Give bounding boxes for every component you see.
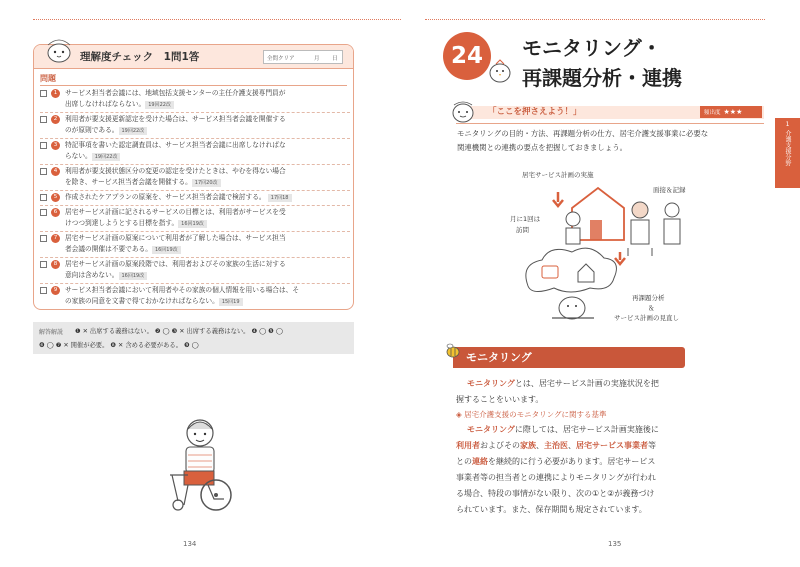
answer-box [33, 322, 354, 354]
exam-year-badge: 19回22改 [92, 153, 121, 161]
quiz-question [40, 166, 350, 188]
frequency-label: 頻出度 [704, 110, 721, 116]
questions-divider [40, 85, 347, 86]
chapter-label: 介護支援分野 [784, 130, 791, 166]
check-box[interactable] [40, 142, 47, 149]
exam-year-badge: 15回19 [219, 298, 243, 306]
clear-date-box [263, 50, 343, 64]
keyword: モニタリング [467, 379, 515, 388]
quiz-question [40, 259, 350, 281]
question-number: 4 [51, 167, 60, 176]
section-number-badge: 24 [443, 32, 491, 80]
body-text: を継続的に行う必要があります。居宅サービス [488, 457, 656, 466]
question-divider [40, 190, 350, 191]
subsection-heading: モニタリング [466, 351, 532, 364]
point-divider [456, 123, 764, 124]
body-line [456, 456, 766, 468]
quiz-question [40, 140, 350, 162]
wheelchair-person-illustration [158, 415, 248, 515]
chapter-number: 1 [785, 121, 790, 128]
check-box[interactable] [40, 235, 47, 242]
intro-text [457, 127, 767, 154]
question-number: 3 [51, 141, 60, 150]
keyword: 主治医 [544, 441, 568, 450]
question-number: 1 [51, 89, 60, 98]
question-divider [40, 164, 350, 165]
body-line: る場合、特段の事情がない限り、次の①と②が義務づけ [456, 489, 655, 498]
keyword: モニタリング [467, 425, 515, 434]
exam-year-badge: 16回19改 [178, 220, 207, 228]
question-divider [40, 283, 350, 284]
body-line [467, 424, 777, 436]
check-box[interactable] [40, 116, 47, 123]
body-line: 握することをいいます。 [456, 395, 544, 404]
question-text: らない。 [65, 152, 92, 160]
quiz-title: 理解度チェック 1問1答 [80, 51, 200, 63]
page-number-right: 135 [608, 540, 622, 548]
top-rule-left [33, 19, 401, 20]
keyword: 連絡 [472, 457, 488, 466]
illustration-label-visit: 月に1回は [510, 215, 541, 223]
body-text: に際しては、居宅サービス計画実施後に [514, 425, 659, 434]
illustration-label-interview: 面接＆記録 [653, 186, 686, 194]
quiz-question [40, 192, 350, 203]
body-line [456, 440, 766, 452]
frequency-stars: ★★★ [723, 108, 743, 116]
question-text: 作成されたケアプランの原案を、サービス担当者会議で検討する。 [65, 193, 266, 201]
quiz-question [40, 233, 350, 255]
question-number: 5 [51, 193, 60, 202]
illustration-label-visit: 訪問 [516, 226, 529, 234]
answer-line: ❻ ◯ ❼ ✕ 開催が必要。 ❽ ✕ 含める必要がある。 ❾ ◯ [39, 342, 199, 349]
section-title: モニタリング・ [522, 36, 662, 60]
question-text: の家族の同意を文書で得ておかなければならない。 [65, 297, 219, 305]
question-text: 居宅サービス計画の原案について利用者が了解した場合は、サービス担当 [65, 234, 286, 242]
questions-label: 問題 [40, 74, 56, 83]
body-text: およびその [480, 441, 520, 450]
check-box[interactable] [40, 168, 47, 175]
clear-month: 月 [314, 56, 320, 62]
page-number-left: 134 [183, 540, 197, 548]
question-divider [40, 138, 350, 139]
quiz-question [40, 114, 350, 136]
question-text: のが原則である。 [65, 126, 119, 134]
check-mascot-icon [42, 33, 76, 65]
body-text: 等 [648, 441, 656, 450]
body-text: 、 [536, 441, 544, 450]
answer-line: ❶ ✕ 出席する義務はない。 ❷ ◯ ❸ ✕ 出席する義務はない。 ❹ ◯ ❺ ◯ [75, 328, 283, 335]
exam-year-badge: 19回22改 [145, 101, 174, 109]
top-rule-right [425, 19, 765, 20]
illustration-label-and: ＆ [648, 304, 655, 312]
illustration-label-reanalysis: 再課題分析 [632, 294, 665, 302]
check-box[interactable] [40, 90, 47, 97]
point-mascot-icon [448, 96, 478, 124]
question-divider [40, 231, 350, 232]
question-text: けつつ到達しようとする目標を指す。 [65, 219, 179, 227]
check-box[interactable] [40, 209, 47, 216]
question-text: 居宅サービス計画の原案段階では、利用者およびその家族の生活に対する [65, 260, 286, 268]
question-text: 者会議の開催は不要である。 [65, 245, 152, 253]
clear-label: 全問クリア [267, 56, 295, 62]
quiz-question [40, 285, 350, 307]
clear-day: 日 [332, 56, 338, 62]
body-text: 、 [568, 441, 576, 450]
question-number: 2 [51, 115, 60, 124]
question-divider [40, 205, 350, 206]
intro-line: モニタリングの目的・方法、再課題分析の仕方、居宅介護支援事業に必要な [457, 129, 709, 138]
quiz-header [34, 45, 353, 69]
exam-year-badge: 16回19改 [119, 272, 148, 280]
standard-subtitle: ◈ 居宅介護支援のモニタリングに関する基準 [456, 410, 607, 419]
question-text: 出席しなければならない。 [65, 100, 146, 108]
intro-line: 関連機関との連携の要点を把握しておきましょう。 [457, 142, 627, 152]
question-text: サービス担当者会議において利用者やその家族の個人情報を用いる場合は、そ [65, 286, 300, 294]
question-number: 7 [51, 234, 60, 243]
question-number: 6 [51, 208, 60, 217]
section-title: 再課題分析・連携 [522, 66, 682, 90]
exam-year-badge: 17回18 [268, 194, 292, 202]
question-divider [40, 112, 350, 113]
illustration-label-review: サービス計画の見直し [614, 314, 679, 322]
exam-year-badge: 19回22改 [119, 127, 148, 135]
quiz-question [40, 207, 350, 229]
question-text: 利用者が要支援更新認定を受けた場合は、サービス担当者会議を開催する [65, 115, 286, 123]
exam-year-badge: 16回19改 [152, 246, 181, 254]
quiz-question [40, 88, 350, 110]
body-line: 事業者等の担当者との連携によりモニタリングが行われ [456, 473, 656, 482]
body-text: とは、居宅サービス計画の実施状況を把 [514, 379, 659, 388]
answer-label: 解答解説 [39, 329, 64, 336]
question-text: 居宅サービス計画に記されるサービスの目標とは、利用者がサービスを受 [65, 208, 286, 216]
body-line: られています。また、保存期間も規定されています。 [456, 505, 647, 514]
body-text: との [456, 457, 472, 466]
check-box[interactable] [40, 194, 47, 201]
question-number: 8 [51, 260, 60, 269]
check-box[interactable] [40, 261, 47, 268]
question-text: サービス担当者会議には、地域包括支援センターの主任介護支援専門員が [65, 89, 286, 97]
frequency-badge [700, 106, 762, 118]
question-divider [40, 257, 350, 258]
question-text: 意向は含めない。 [65, 271, 119, 279]
check-box[interactable] [40, 287, 47, 294]
question-number: 9 [51, 286, 60, 295]
bee-icon [444, 342, 462, 360]
illustration-label-top: 居宅サービス計画の実施 [522, 171, 594, 179]
quiz-box [33, 44, 354, 310]
question-text: 利用者が要支援状態区分の変更の認定を受けたときは、やむを得ない場合 [65, 167, 286, 175]
chapter-side-tab[interactable] [775, 118, 800, 188]
keyword: 居宅サービス事業者 [576, 441, 648, 450]
question-text: を除き、サービス担当者会議を開催する。 [65, 178, 192, 186]
keyword: 利用者 [456, 441, 480, 450]
bird-mascot-icon [486, 58, 514, 84]
keyword: 家族 [520, 441, 536, 450]
point-heading: 「ここを押さえよう！」 [488, 107, 582, 117]
body-line [467, 378, 777, 390]
question-text: 特記事項を書いた認定調査員は、サービス担当者会議に出席しなければな [65, 141, 286, 149]
exam-year-badge: 17回20改 [192, 179, 221, 187]
